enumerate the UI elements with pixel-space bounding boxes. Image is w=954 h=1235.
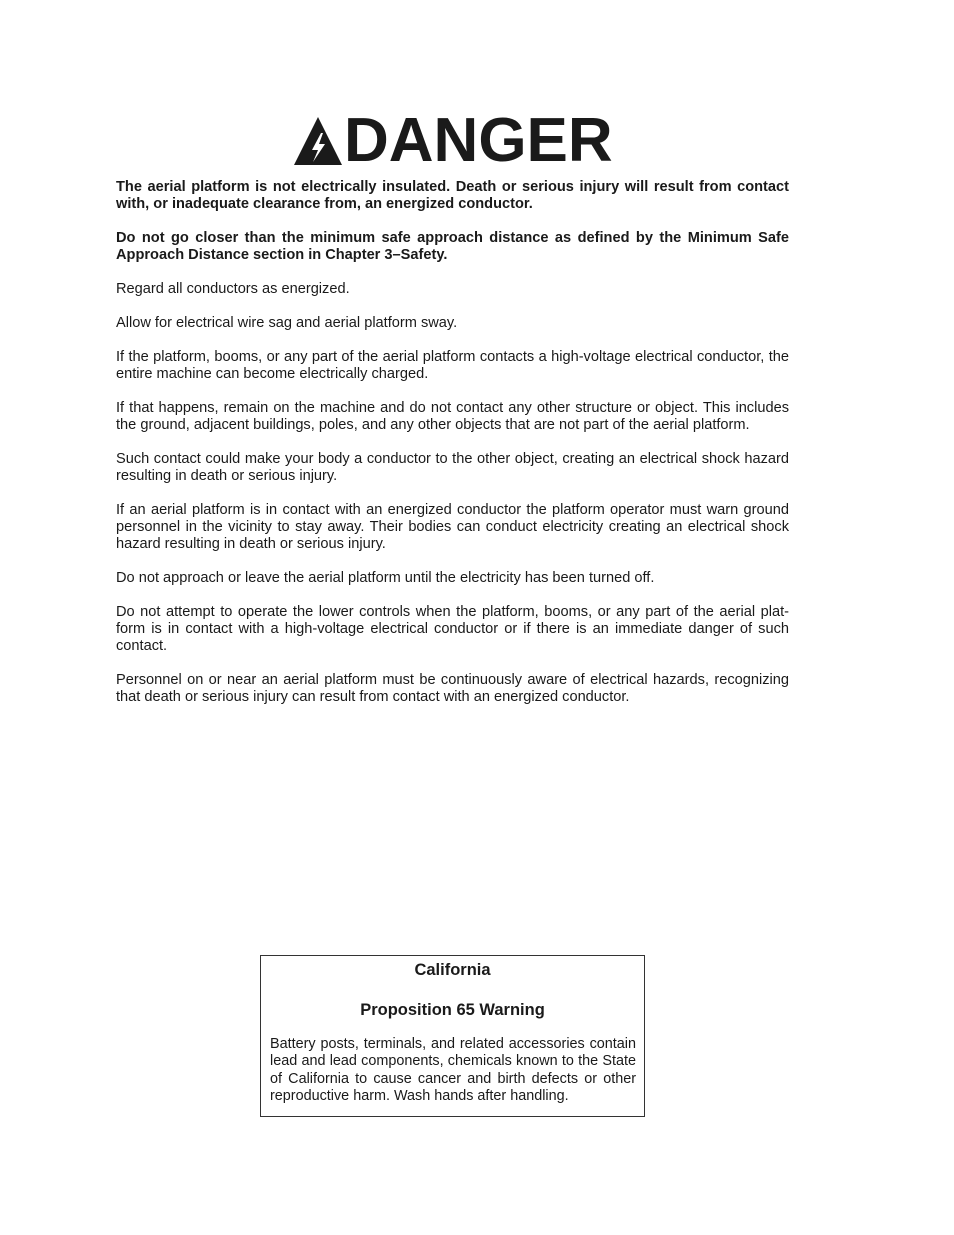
danger-body	[116, 179, 789, 723]
paragraph: Allow for electrical wire sag and aerial platform sway.	[116, 315, 458, 331]
paragraph: If an aerial platform is in contact with an energized conductor the platform operator must warn ground personnel in the vicinity to stay away. Their bodies can conduct electricity creating an electrical shock hazard resulting in death or serious injury.	[116, 502, 789, 552]
prop65-warning-text: Battery posts, terminals, and related accessories contain lead and lead components, chemicals known to the State of California to cause cancer and birth defects or other reproductive harm. Wash hands after handling.	[270, 1036, 636, 1104]
paragraph: The aerial platform is not electrically insulated. Death or serious injury will result from contact with, or inadequate clearance from, an energized conductor.	[116, 179, 789, 212]
paragraph: If the platform, booms, or any part of the aerial platform contacts a high-voltage electrical conductor, the entire machine can become electrically charged.	[116, 349, 789, 382]
prop65-warning-box	[260, 955, 645, 1117]
danger-title: DANGER	[344, 106, 613, 175]
paragraph: Regard all conductors as energized.	[116, 281, 350, 297]
paragraph: Do not approach or leave the aerial platform until the electricity has been turned off.	[116, 570, 655, 586]
paragraph: If that happens, remain on the machine and do not contact any other structure or object. This includes the ground, adjacent buildings, poles, and any other objects that are not part of the aerial platform.	[116, 400, 789, 433]
electrical-hazard-triangle-icon	[292, 115, 344, 167]
paragraph: Such contact could make your body a conductor to the other object, creating an electrical shock hazard resulting in death or serious injury.	[116, 451, 789, 484]
danger-header	[292, 106, 613, 175]
paragraph: Do not go closer than the minimum safe approach distance as defined by the Minimum Safe Approach Distance section in Chapter 3–Safety.	[116, 230, 789, 263]
prop65-warning-title: Proposition 65 Warning	[360, 1001, 545, 1019]
paragraph: Personnel on or near an aerial platform must be continuously aware of electrical hazards, recognizing that death or serious injury can result from contact with an energized conductor.	[116, 672, 789, 705]
prop65-state-title: California	[414, 961, 491, 979]
paragraph: Do not attempt to operate the lower controls when the platform, booms, or any part of the aerial plat-form is in contact with a high-voltage electrical conductor or if there is an immediate danger of such contact.	[116, 604, 789, 654]
